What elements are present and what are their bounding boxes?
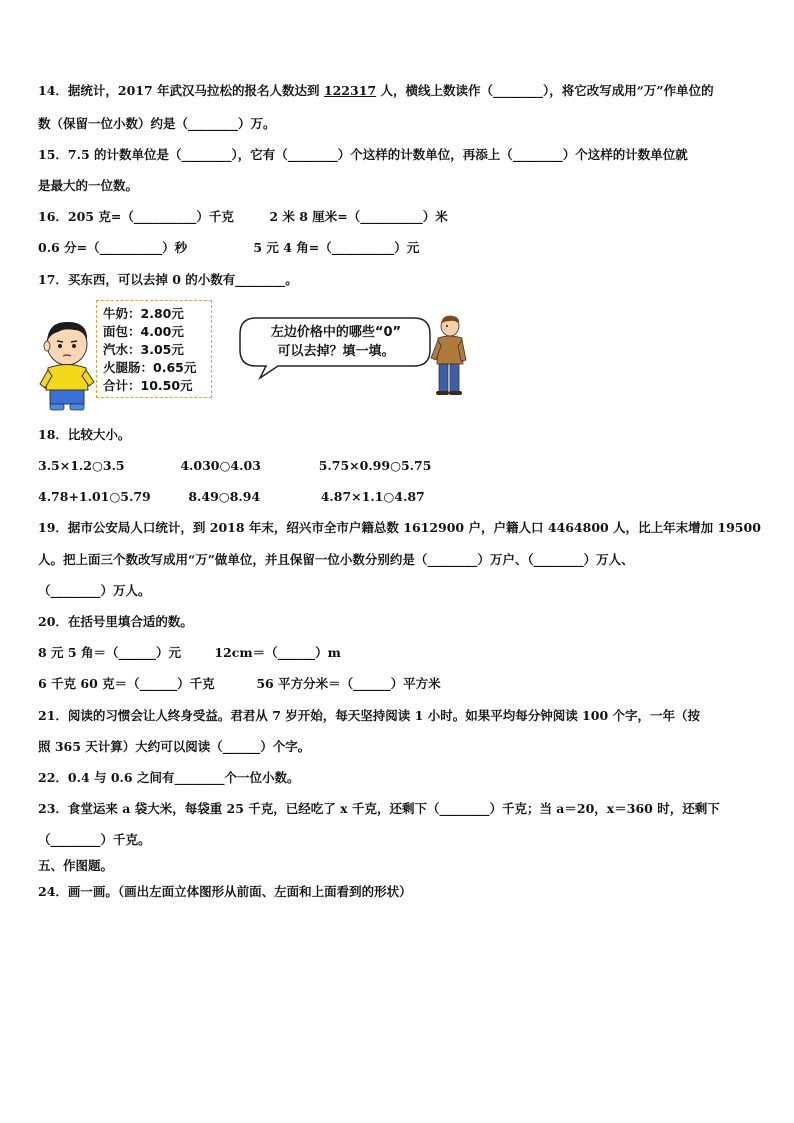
- q18-title: 18．比较大小。: [38, 427, 131, 442]
- q14-line2: 数（保留一位小数）约是（________）万。: [38, 116, 276, 131]
- q14-line1: [38, 83, 714, 99]
- man-illustration: [428, 314, 468, 396]
- q16-item-d: 5 元 4 角=（__________）元: [253, 240, 420, 255]
- bubble-line: 左边价格中的哪些“0”: [270, 325, 402, 340]
- price-item: 面包：4.00元: [103, 324, 184, 339]
- q18-item: 4.030○4.03: [180, 458, 261, 473]
- q18-item: 8.49○8.94: [188, 489, 261, 504]
- q14-number: 122317: [323, 83, 377, 98]
- q20-row1: [38, 645, 341, 661]
- q20-item-d: 56 平方分米＝（______）平方米: [256, 676, 441, 691]
- section-title: 五、作图题。: [38, 858, 114, 873]
- q16-row1: [38, 209, 448, 225]
- q18-item: 5.75×0.99○5.75: [318, 458, 432, 473]
- q20-item-c: 6 千克 60 克＝（______）千克: [38, 676, 215, 691]
- q23-line2: （________）千克。: [38, 832, 151, 847]
- q14-text-b: 人，横线上数读作（________），将它改写成用“万”作单位的: [380, 83, 714, 98]
- speech-bubble-text: [246, 323, 426, 361]
- q21-line1: 21．阅读的习惯会让人终身受益。君君从 7 岁开始，每天坚持阅读 1 小时。如果平均每分钟阅读 100 个字，一年（按: [38, 708, 700, 723]
- q16-item-a: 16．205 克=（__________）千克: [38, 209, 234, 224]
- q19-line2: 人。把上面三个数改写成用“万”做单位，并且保留一位小数分别约是（________）万户、（________）万人、: [38, 552, 634, 567]
- q15-line2: 是最大的一位数。: [38, 178, 139, 193]
- boy-illustration: [38, 318, 96, 412]
- q19-line1: 19．据市公安局人口统计，到 2018 年末，绍兴市全市户籍总数 1612900 户，户籍人口 4464800 人，比上年末增加 19500: [38, 520, 761, 535]
- q20-title: 20．在括号里填合适的数。: [38, 614, 193, 629]
- q20-item-a: 8 元 5 角＝（______）元: [38, 645, 181, 660]
- q20-row2: [38, 676, 441, 692]
- q19-line3: （________）万人。: [38, 583, 151, 598]
- q22-line1: 22．0.4 与 0.6 之间有________个一位小数。: [38, 770, 300, 785]
- q18-row2: [38, 489, 425, 505]
- q18-item: 3.5×1.2○3.5: [38, 458, 125, 473]
- price-item: 牛奶：2.80元: [103, 306, 184, 321]
- q17-line1: 17．买东西，可以去掉 0 的小数有________。: [38, 272, 298, 287]
- q16-item-c: 0.6 分=（__________）秒: [38, 240, 188, 255]
- q14-text-a: 14．据统计，2017 年武汉马拉松的报名人数达到: [38, 83, 320, 98]
- q16-item-b: 2 米 8 厘米=（__________）米: [269, 209, 448, 224]
- q16-row2: [38, 240, 419, 256]
- price-list-box: [96, 300, 212, 398]
- price-item: 火腿肠：0.65元: [103, 360, 197, 375]
- q18-item: 4.78+1.01○5.79: [38, 489, 151, 504]
- bubble-line: 可以去掉？填一填。: [277, 344, 395, 359]
- q24-line1: 24．画一画。（画出左面立体图形从前面、左面和上面看到的形状）: [38, 884, 412, 899]
- q15-line1: 15．7.5 的计数单位是（________），它有（________）个这样的计数单位，再添上（________）个这样的计数单位就: [38, 147, 688, 162]
- price-item: 汽水：3.05元: [103, 342, 184, 357]
- q20-item-b: 12cm＝（______）m: [214, 645, 341, 660]
- q18-row1: [38, 458, 431, 474]
- price-item: 合计：10.50元: [103, 378, 193, 393]
- q21-line2: 照 365 天计算）大约可以阅读（______）个字。: [38, 739, 311, 754]
- q23-line1: 23．食堂运来 a 袋大米，每袋重 25 千克，已经吃了 x 千克，还剩下（________）千克；当 a＝20，x＝360 时，还剩下: [38, 801, 720, 816]
- q18-item: 4.87×1.1○4.87: [320, 489, 425, 504]
